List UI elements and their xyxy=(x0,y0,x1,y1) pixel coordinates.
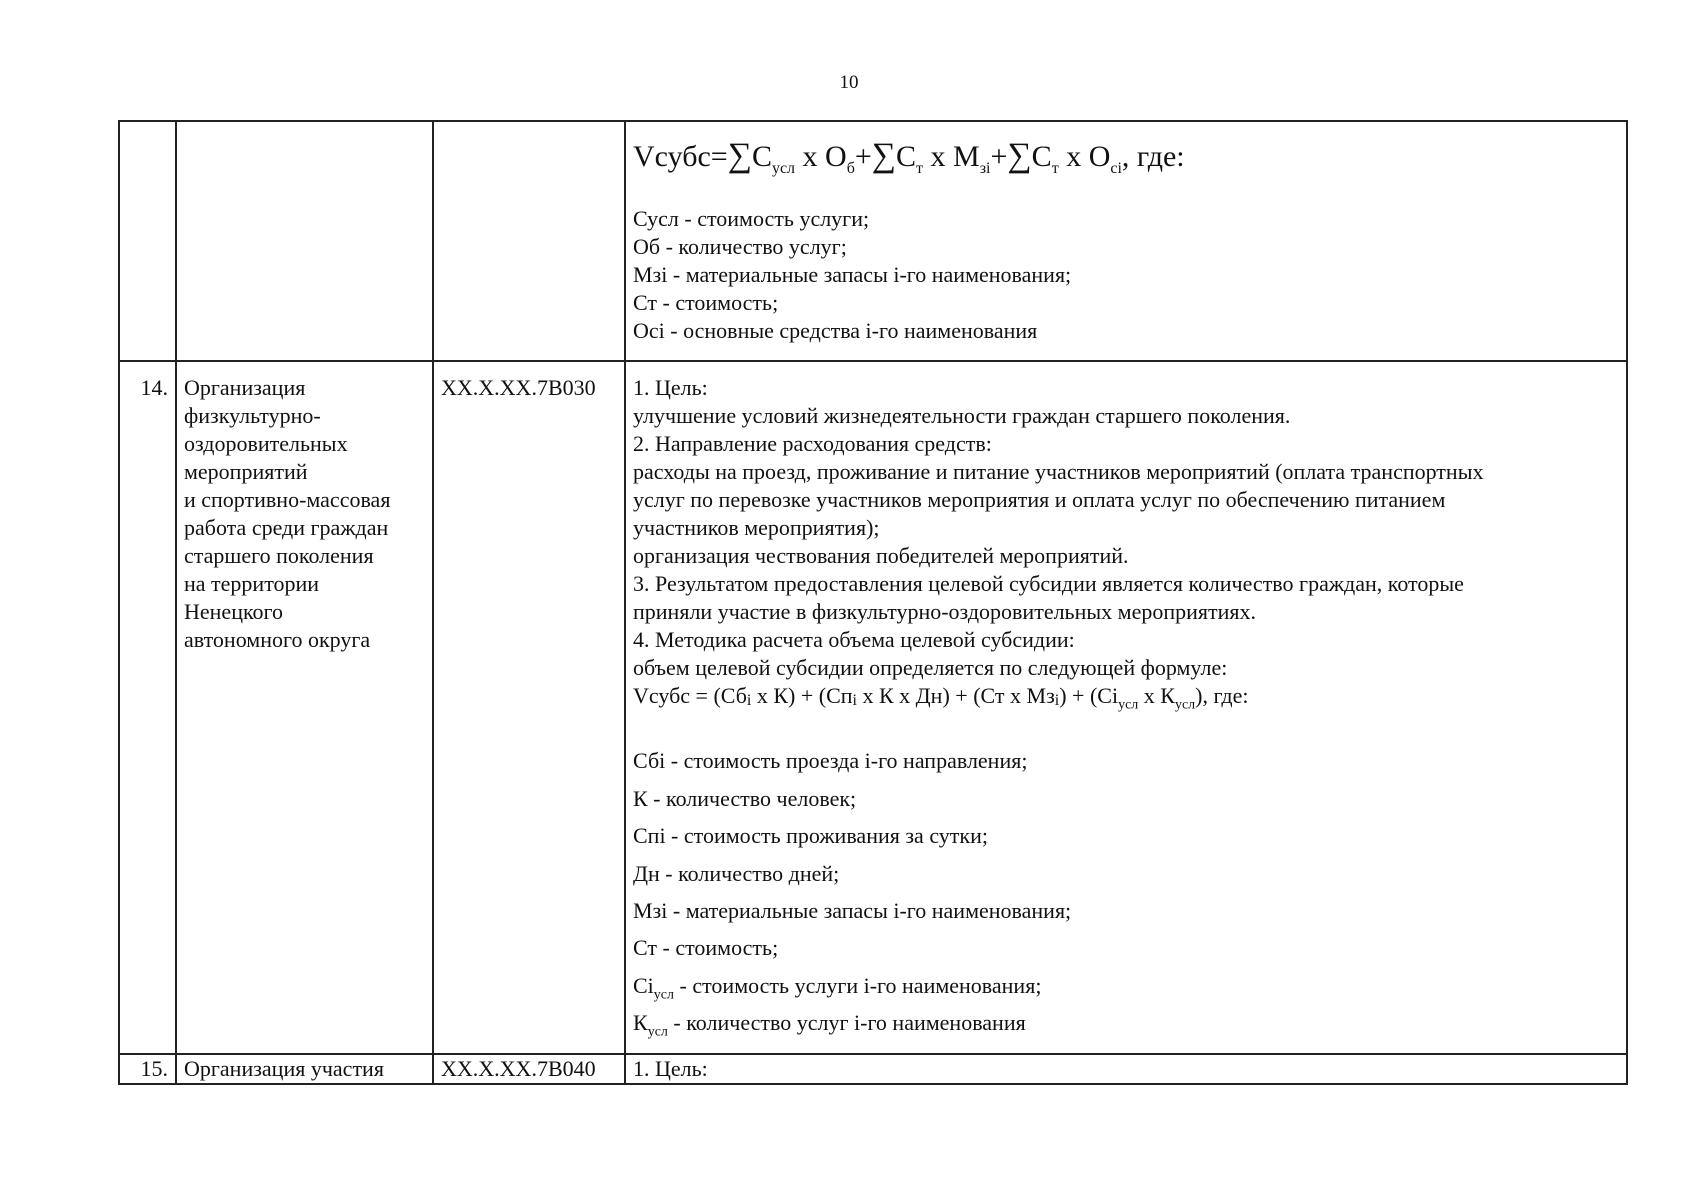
definition-line: Осi - основные средства i-го наименования xyxy=(633,318,1038,343)
table-row-continuation xyxy=(119,121,1627,361)
row-number: 15. xyxy=(119,1054,176,1084)
event-name-line: на территории xyxy=(184,571,320,596)
event-name-line: работа среди граждан xyxy=(184,515,389,540)
definition-line: Об - количество услуг; xyxy=(633,234,847,259)
table-row-14 xyxy=(119,361,1627,1054)
event-name-line: Организация xyxy=(184,375,306,400)
budget-code: XX.X.XX.7B030 xyxy=(433,361,625,1054)
definition-line: $К_{усл}$ - количество услуг i-го наименования xyxy=(633,1010,1026,1040)
event-name-line: старшего поколения xyxy=(184,543,374,568)
definition-line: Мзi - материальные запасы i-го наименования; xyxy=(633,897,1072,923)
definition-line: Ст - стоимость; xyxy=(633,290,779,315)
row-number: 14. xyxy=(119,361,176,1054)
number-cell xyxy=(119,121,176,361)
description-line: 3. Результатом предоставления целевой субсидии является количество граждан, которые xyxy=(633,571,1464,596)
description-line: 2. Направление расходования средств: xyxy=(633,431,992,456)
event-name-line: физкультурно- xyxy=(184,403,321,428)
table-row-15 xyxy=(119,1054,1627,1084)
page-number: 10 xyxy=(839,72,859,93)
sum-sign-icon: ∑ xyxy=(727,137,752,174)
sum-sign-icon: ∑ xyxy=(871,137,897,174)
subsidy-formula: Vсубс = ($Сб_i$ x $К) + (Сп_i$ x К x Дн) + (Ст x $Мз_i) + (Сi_{усл}$ x $К_{усл}$), где: xyxy=(633,683,1249,713)
description-line: участников мероприятия); xyxy=(633,515,880,540)
event-name-line: автономного округа xyxy=(184,627,371,652)
event-name-cell xyxy=(176,361,433,1054)
sum-sign-icon: ∑ xyxy=(1007,137,1032,174)
definition-line: Дн - количество дней; xyxy=(633,860,840,886)
definition-line: Сусл - стоимость услуги; xyxy=(633,206,870,231)
description-line: 4. Методика расчета объема целевой субсидии: xyxy=(633,627,1075,652)
description-cell xyxy=(625,121,1627,361)
description-line: 1. Цель: xyxy=(633,375,708,400)
definition-line: К - количество человек; xyxy=(633,785,857,811)
budget-code: XX.X.XX.7B040 xyxy=(433,1054,625,1084)
description-line: приняли участие в физкультурно-оздоровительных мероприятиях. xyxy=(633,599,1257,624)
description-line: улучшение условий жизнедеятельности граждан старшего поколения. xyxy=(633,403,1291,428)
event-name-line: Ненецкого xyxy=(184,599,284,624)
event-name-cell: Организация участия xyxy=(176,1054,433,1084)
description-line: услуг по перевозке участников мероприятия и оплата услуг по обеспечению питанием xyxy=(633,487,1446,512)
name-cell xyxy=(176,121,433,361)
event-name-line: мероприятий xyxy=(184,459,308,484)
description-line: объем целевой субсидии определяется по следующей формуле: xyxy=(633,655,1228,680)
event-name-line: оздоровительных xyxy=(184,431,348,456)
spacer xyxy=(633,719,1619,747)
definition-line: $Сi_{усл}$ - стоимость услуги i-го наименования; xyxy=(633,972,1042,1003)
event-name-line: и спортивно-массовая xyxy=(184,487,391,512)
definition-line: Мзi - материальные запасы i-го наименования; xyxy=(633,262,1072,287)
definition-line: Спi - стоимость проживания за сутки; xyxy=(633,823,988,849)
definition-line: Сбi - стоимость проезда i-го направления; xyxy=(633,748,1028,774)
description-cell xyxy=(625,361,1627,1054)
description-line: организация чествования победителей мероприятий. xyxy=(633,543,1129,568)
subsidy-table xyxy=(118,120,1628,1085)
description-cell: 1. Цель: xyxy=(625,1054,1627,1084)
code-cell xyxy=(433,121,625,361)
subsidy-formula: $Vсубс=\sum C_{усл}$ x $O_б+\sum C_т$ x $M_{зi}+\sum C_т$ x $O_{сi}$, где: xyxy=(633,137,1185,177)
definition-line: Ст - стоимость; xyxy=(633,935,779,961)
description-line: расходы на проезд, проживание и питание участников мероприятий (оплата транспортных xyxy=(633,459,1484,484)
